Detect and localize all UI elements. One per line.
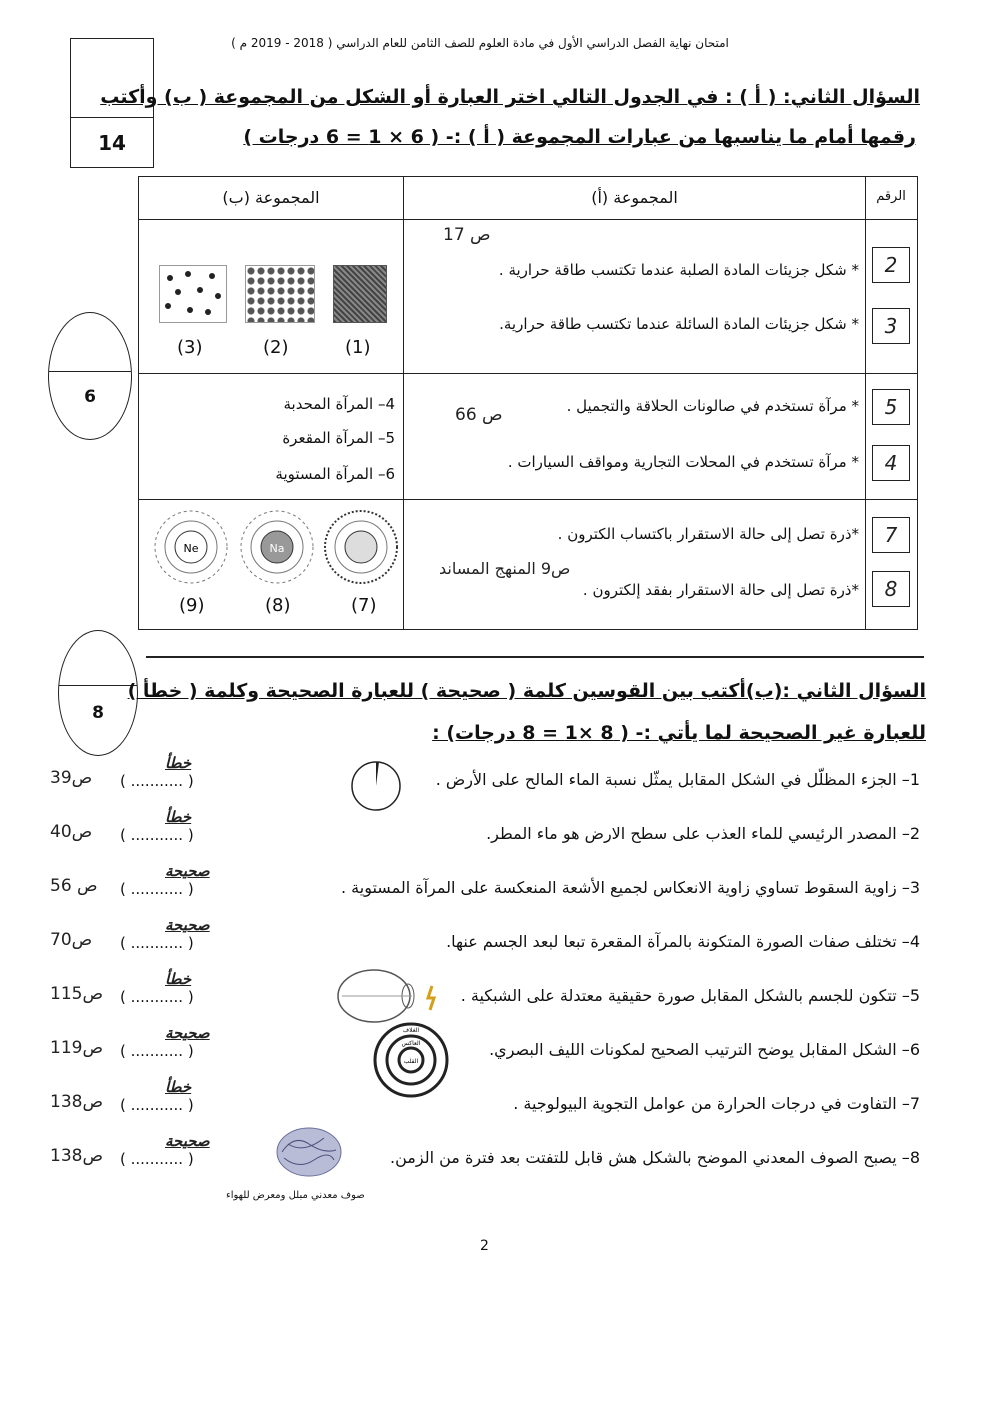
tf-text: 2– المصدر الرئيسي للماء العذب على سطح الارض هو ماء المطر. (486, 824, 920, 843)
mirror-option-5: 5– المرآة المقعرة (282, 429, 395, 447)
tf-item-3 (20, 862, 920, 912)
total-score: 14 (98, 131, 126, 155)
optical-fiber-figure (368, 1018, 454, 1098)
page-note-row1: ص 17 (443, 225, 491, 245)
atom-figure-8 (237, 507, 317, 587)
question-b-title-line1: السؤال الثاني :(ب)أكتب بين القوسين كلمة ( صحيحة ) للعبارة الصحيحة وكلمة ( خطأ ) (127, 680, 926, 702)
tf-page-ref: ص70 (50, 930, 93, 950)
figure-label-7: (7) (351, 595, 377, 616)
answer-box-row1-a[interactable]: 2 (872, 247, 910, 283)
tf-page-ref: ص39 (50, 768, 93, 788)
tf-page-ref: ص119 (50, 1038, 104, 1058)
earth-water-pie-figure (348, 758, 404, 814)
answer-box-row3-b[interactable]: 8 (872, 571, 910, 607)
fiber-label-reflector: العاكس (401, 1040, 421, 1047)
exam-header: امتحان نهاية الفصل الدراسي الأول في مادة العلوم للصف الثامن للعام الدراسي ( 2018 - 2019 م ) (231, 36, 729, 50)
tf-answer[interactable]: صحيحة (165, 862, 210, 880)
solid-particles-figure (333, 265, 387, 323)
answer-box-row2-a[interactable]: 5 (872, 389, 910, 425)
tf-item-7 (20, 1078, 920, 1128)
answer-box-row1-b[interactable]: 3 (872, 308, 910, 344)
tf-page-ref: ص40 (50, 822, 93, 842)
steel-wool-figure (274, 1124, 344, 1180)
tf-text: 8– يصبح الصوف المعدني الموضح بالشكل هش قابل للتفتت بعد فترة من الزمن. (390, 1148, 920, 1167)
statement-row2-a: * مرآة تستخدم في صالونات الحلاقة والتجميل . (566, 397, 859, 415)
tf-paren: ( ........... ) (120, 772, 194, 790)
page-note-row3: ص9 المنهج المساند (439, 559, 571, 578)
tf-item-4 (20, 916, 920, 966)
figure-label-9: (9) (179, 595, 205, 616)
atom-figure-7 (321, 507, 401, 587)
steel-wool-caption: صوف معدني مبلل ومعرض للهواء (226, 1190, 365, 1201)
tf-paren: ( ........... ) (120, 826, 194, 844)
statement-row3-b: *ذرة تصل إلى حالة الاستقرار بفقد إلكترون . (582, 581, 859, 599)
figure-label-8: (8) (265, 595, 291, 616)
liquid-particles-figure (245, 265, 315, 323)
tf-paren: ( ........... ) (120, 1042, 194, 1060)
tf-item-8 (20, 1132, 920, 1182)
question-b-title-line2: للعبارة غير الصحيحة لما يأتي :- ( 8 ×1 = 8 درجات) : (432, 722, 926, 744)
figure-label-1: (1) (345, 337, 371, 358)
answer-box-row3-a[interactable]: 7 (872, 517, 910, 553)
tf-text: 1– الجزء المظلّل في الشكل المقابل يمثّل نسبة الماء المالح على الأرض . (435, 770, 920, 789)
tf-item-2 (20, 808, 920, 858)
tf-answer[interactable]: صحيحة (165, 1024, 210, 1042)
tf-text: 3– زاوية السقوط تساوي زاوية الانعكاس لجميع الأشعة المنعكسة على المرآة المستوية . (341, 878, 920, 897)
col-number-header: الرقم (876, 189, 906, 204)
statement-row3-a: *ذرة تصل إلى حالة الاستقرار باكتساب الكترون . (557, 525, 859, 543)
tf-page-ref: ص 56 (50, 876, 98, 896)
question-b-score-oval (58, 630, 138, 756)
mirror-option-4: 4– المرآة المحدبة (283, 395, 395, 413)
tf-answer[interactable]: صحيحة (165, 916, 210, 934)
tf-page-ref: ص138 (50, 1146, 104, 1166)
atom-figure-9 (151, 507, 231, 587)
tf-text: 6– الشكل المقابل يوضح الترتيب الصحيح لمكونات الليف البصري. (489, 1040, 920, 1059)
statement-row1-b: * شكل جزيئات المادة السائلة عندما تكتسب طاقة حرارية. (499, 315, 859, 333)
tf-item-1 (20, 754, 920, 804)
mirror-option-6: 6– المرآة المستوية (275, 465, 395, 483)
tf-answer[interactable]: خطأ (165, 754, 192, 772)
question-a-title-line2: رقمها أمام ما يناسبها من عبارات المجموعة ( أ ) :- ( 6 × 1 = 6 درجات ) (243, 126, 916, 148)
tf-answer[interactable]: خطأ (165, 1078, 192, 1096)
gas-particles-figure (159, 265, 227, 323)
eye-figure (332, 966, 442, 1026)
tf-page-ref: ص115 (50, 984, 104, 1004)
page-number: 2 (480, 1238, 489, 1254)
tf-answer[interactable]: صحيحة (165, 1132, 210, 1150)
statement-row2-b: * مرآة تستخدم في المحلات التجارية ومواقف السيارات . (507, 453, 859, 471)
atom-symbol-ne: Ne (183, 542, 199, 555)
tf-item-5 (20, 970, 920, 1020)
question-a-title-line1: السؤال الثاني: ( أ ) : في الجدول التالي اختر العبارة أو الشكل من المجموعة ( ب) وأكتب (100, 86, 920, 108)
question-b-score: 8 (92, 703, 104, 723)
col-group-b-header: المجموعة (ب) (222, 188, 320, 207)
figure-label-2: (2) (263, 337, 289, 358)
tf-text: 5– تتكون للجسم بالشكل المقابل صورة حقيقية معتدلة على الشبكية . (460, 986, 920, 1005)
tf-paren: ( ........... ) (120, 1096, 194, 1114)
figure-label-3: (3) (177, 337, 203, 358)
tf-text: 7– التفاوت في درجات الحرارة من عوامل التجوية البيولوجية . (513, 1094, 920, 1113)
tf-answer[interactable]: خطأ (165, 970, 192, 988)
fiber-label-cladding: الغلاف (402, 1027, 420, 1034)
tf-paren: ( ........... ) (120, 1150, 194, 1168)
answer-box-row2-b[interactable]: 4 (872, 445, 910, 481)
section-divider (146, 656, 924, 658)
statement-row1-a: * شكل جزيئات المادة الصلبة عندما تكتسب طاقة حرارية . (498, 261, 859, 279)
matching-table (138, 176, 918, 630)
page-note-row2: ص 66 (455, 405, 503, 425)
atom-symbol-na: Na (269, 542, 285, 555)
fiber-label-core: القلب (403, 1058, 419, 1065)
question-a-score-oval (48, 312, 132, 440)
tf-text: 4– تختلف صفات الصورة المتكونة بالمرآة المقعرة تبعا لبعد الجسم عنها. (446, 932, 920, 951)
tf-paren: ( ........... ) (120, 880, 194, 898)
tf-paren: ( ........... ) (120, 934, 194, 952)
tf-page-ref: ص138 (50, 1092, 104, 1112)
tf-answer[interactable]: خطأ (165, 808, 192, 826)
tf-paren: ( ........... ) (120, 988, 194, 1006)
col-group-a-header: المجموعة (أ) (591, 188, 678, 207)
question-a-score: 6 (84, 387, 96, 407)
